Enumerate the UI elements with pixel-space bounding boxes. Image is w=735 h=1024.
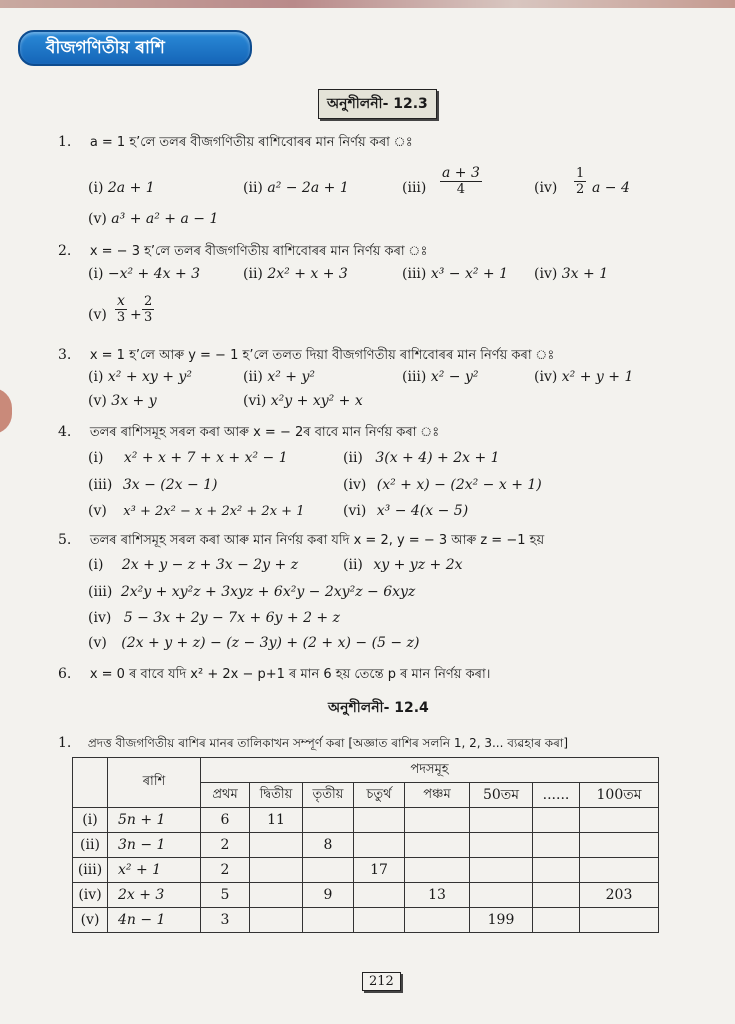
table-cell: 6 bbox=[201, 808, 250, 833]
q3-part-v bbox=[88, 393, 157, 409]
table-cell: 17 bbox=[354, 858, 405, 883]
q1-part-iii-label bbox=[402, 180, 426, 196]
part-label: (ii) bbox=[243, 266, 263, 282]
table-row bbox=[73, 858, 659, 883]
table-row bbox=[73, 908, 659, 933]
term-header: দ্বিতীয় bbox=[250, 783, 303, 808]
row-label: (iii) bbox=[73, 858, 108, 883]
question-1 bbox=[58, 133, 413, 154]
question-text: a = 1 হ’লে তলৰ বীজগণিতীয় ৰাশিবোৰৰ মান নিৰ্ণয় কৰা ঃ bbox=[89, 135, 413, 150]
expression: 2x²y + xy²z + 3xyz + 6x²y − 2xy²z − 6xyz bbox=[120, 584, 416, 600]
table-row bbox=[73, 808, 659, 833]
table-cell bbox=[354, 883, 405, 908]
table-cell bbox=[354, 908, 405, 933]
q2-part-iv bbox=[534, 266, 608, 282]
numerator: 1 bbox=[576, 166, 585, 181]
table-cell bbox=[354, 833, 405, 858]
expression: 3x + y bbox=[111, 393, 157, 409]
q2-part-v-label bbox=[88, 307, 107, 323]
row-expression: 3n − 1 bbox=[108, 833, 201, 858]
term-header: তৃতীয় bbox=[303, 783, 354, 808]
table-cell bbox=[580, 858, 659, 883]
table-cell bbox=[470, 883, 533, 908]
part-label: (iv) bbox=[88, 610, 112, 626]
part-label: (v) bbox=[88, 211, 107, 227]
table-cell bbox=[533, 858, 580, 883]
expression-column-header: ৰাশি bbox=[108, 758, 201, 808]
expression: 2x² + x + 3 bbox=[267, 266, 348, 282]
q1-part-iv-label bbox=[534, 180, 557, 196]
term-header: 50তম bbox=[470, 783, 533, 808]
expression: x³ − 4(x − 5) bbox=[376, 503, 469, 519]
part-label: (v) bbox=[88, 393, 107, 409]
question-number: 5. bbox=[58, 532, 72, 548]
q4-part-iii bbox=[88, 477, 218, 493]
table-cell bbox=[580, 908, 659, 933]
question-text: তলৰ ৰাশিসমূহ সৰল কৰা আৰু x = − 2ৰ বাবে মান নিৰ্ণয় কৰা ঃ bbox=[89, 425, 440, 440]
q4-part-ii bbox=[343, 450, 500, 466]
part-label: (iii) bbox=[88, 477, 113, 493]
question-text: প্ৰদত্ত বীজগণিতীয় ৰাশিৰ মানৰ তালিকাখন সম্পূৰ্ণ কৰা [অজ্ঞাত ৰাশিৰ সলনি 1, 2, 3... ব্যৱহাৰ কৰা] bbox=[87, 736, 569, 750]
question-number: 4. bbox=[58, 424, 72, 440]
q5-part-v bbox=[88, 635, 419, 651]
denominator: 4 bbox=[456, 182, 466, 197]
expression: a³ + a² + a − 1 bbox=[111, 211, 219, 227]
blank-corner-cell bbox=[73, 758, 108, 808]
table-cell: 13 bbox=[405, 883, 470, 908]
part-label: (iii) bbox=[402, 369, 427, 385]
part-label: (iii) bbox=[88, 584, 113, 600]
table-cell bbox=[405, 808, 470, 833]
q3-part-iv bbox=[534, 369, 633, 385]
part-label: (iv) bbox=[534, 369, 558, 385]
question-text: x = 1 হ’লে আৰু y = − 1 হ’লে তলত দিয়া বীজগণিতীয় ৰাশিবোৰৰ মান নিৰ্ণয় কৰা ঃ bbox=[89, 348, 555, 363]
part-label: (vi) bbox=[343, 503, 367, 519]
denominator: 3 bbox=[144, 310, 153, 325]
table-cell bbox=[250, 833, 303, 858]
chapter-title: বীজগণিতীয় ৰাশি bbox=[46, 38, 165, 58]
term-header: ...... bbox=[533, 783, 580, 808]
q3-part-iii bbox=[402, 369, 478, 385]
row-expression: x² + 1 bbox=[108, 858, 201, 883]
q1-part-ii bbox=[243, 180, 349, 196]
table-cell: 8 bbox=[303, 833, 354, 858]
q1-part-v bbox=[88, 211, 218, 227]
part-label: (i) bbox=[88, 180, 104, 196]
exercise-12-4-question-1 bbox=[58, 735, 568, 755]
q3-part-i bbox=[88, 369, 192, 385]
question-3 bbox=[58, 346, 554, 367]
q2-part-iii bbox=[402, 266, 508, 282]
expression: 3x − (2x − 1) bbox=[122, 477, 218, 493]
table-cell: 2 bbox=[201, 833, 250, 858]
table-cell bbox=[405, 858, 470, 883]
row-expression: 2x + 3 bbox=[108, 883, 201, 908]
question-text: তলৰ ৰাশিসমূহ সৰল কৰা আৰু মান নিৰ্ণয় কৰা যদি x = 2, y = − 3 আৰু z = −1 হয় bbox=[89, 533, 545, 548]
part-label: (ii) bbox=[243, 180, 263, 196]
q1-part-i bbox=[88, 180, 155, 196]
table-row bbox=[73, 883, 659, 908]
q5-part-i bbox=[88, 557, 298, 573]
exercise-12-3-heading: অনুশীলনী- 12.3 bbox=[318, 89, 437, 119]
table-cell bbox=[405, 908, 470, 933]
row-label: (v) bbox=[73, 908, 108, 933]
denominator: 3 bbox=[116, 310, 126, 325]
part-label: (iii) bbox=[402, 266, 427, 282]
table-cell bbox=[303, 908, 354, 933]
part-label: (iv) bbox=[343, 477, 367, 493]
table-cell bbox=[303, 808, 354, 833]
part-label: (ii) bbox=[343, 557, 363, 573]
table-cell bbox=[533, 808, 580, 833]
expression: 3x + 1 bbox=[561, 266, 609, 282]
q1-part-iv-fraction bbox=[574, 166, 586, 197]
expression: 2a + 1 bbox=[107, 180, 155, 196]
part-label: (v) bbox=[88, 307, 107, 323]
table-cell: 199 bbox=[470, 908, 533, 933]
question-4 bbox=[58, 423, 439, 444]
q4-part-vi bbox=[343, 503, 468, 519]
numerator: a + 3 bbox=[442, 165, 480, 181]
expression: (2x + y + z) − (z − 3y) + (2 + x) − (5 − z) bbox=[121, 635, 420, 651]
table-cell bbox=[250, 908, 303, 933]
expression: 3(x + 4) + 2x + 1 bbox=[375, 450, 500, 466]
row-label: (iv) bbox=[73, 883, 108, 908]
question-5 bbox=[58, 531, 544, 552]
table-cell bbox=[250, 858, 303, 883]
table-cell: 5 bbox=[201, 883, 250, 908]
q2-part-v-plus bbox=[130, 307, 142, 323]
q4-part-v bbox=[88, 503, 304, 519]
expression: x³ − x² + 1 bbox=[430, 266, 508, 282]
table-cell: 203 bbox=[580, 883, 659, 908]
table-cell: 3 bbox=[201, 908, 250, 933]
part-label: (ii) bbox=[343, 450, 363, 466]
expression: (x² + x) − (2x² − x + 1) bbox=[376, 477, 542, 493]
expression: 2x + y − z + 3x − 2y + z bbox=[121, 557, 299, 573]
table-cell bbox=[533, 908, 580, 933]
expression: −x² + 4x + 3 bbox=[107, 266, 201, 282]
numerator: x bbox=[117, 293, 125, 309]
table-cell bbox=[354, 808, 405, 833]
table-header-row bbox=[73, 758, 659, 783]
question-number: 1. bbox=[58, 735, 72, 751]
question-2 bbox=[58, 242, 427, 263]
operator: + bbox=[130, 307, 142, 323]
table-cell bbox=[580, 808, 659, 833]
q1-part-iii-fraction bbox=[440, 166, 482, 197]
table-cell bbox=[533, 833, 580, 858]
expression: x² + xy + y² bbox=[107, 369, 192, 385]
table-cell: 2 bbox=[201, 858, 250, 883]
q3-part-ii bbox=[243, 369, 315, 385]
part-label: (i) bbox=[88, 369, 104, 385]
table-row bbox=[73, 833, 659, 858]
page-number: 212 bbox=[362, 972, 401, 991]
expression: xy + yz + 2x bbox=[373, 557, 463, 573]
part-label: (i) bbox=[88, 450, 104, 466]
expression: x² + y² bbox=[267, 369, 316, 385]
question-text: x = 0 ৰ বাবে যদি x² + 2x − p+1 ৰ মান 6 হয় তেন্তে p ৰ মান নিৰ্ণয় কৰা। bbox=[89, 667, 491, 682]
part-label: (iv) bbox=[534, 266, 558, 282]
table-cell bbox=[250, 883, 303, 908]
denominator: 2 bbox=[576, 182, 585, 197]
table-cell bbox=[580, 833, 659, 858]
row-label: (i) bbox=[73, 808, 108, 833]
part-label: (iii) bbox=[402, 180, 427, 196]
table-cell: 11 bbox=[250, 808, 303, 833]
row-expression: 4n − 1 bbox=[108, 908, 201, 933]
expression: 5 − 3x + 2y − 7x + 6y + 2 + z bbox=[123, 610, 340, 626]
exercise-12-4-heading: অনুশীলনী- 12.4 bbox=[328, 700, 429, 716]
expression: x² + y + 1 bbox=[561, 369, 634, 385]
expression: x² + x + 7 + x + x² − 1 bbox=[123, 450, 288, 466]
q5-part-iv bbox=[88, 610, 340, 626]
part-label: (v) bbox=[88, 635, 107, 651]
terms-column-header: পদসমূহ bbox=[201, 758, 659, 783]
question-number: 1. bbox=[58, 134, 72, 150]
table-cell bbox=[470, 808, 533, 833]
question-number: 2. bbox=[58, 243, 72, 259]
numerator: 2 bbox=[144, 294, 153, 309]
table-cell bbox=[533, 883, 580, 908]
term-header: চতুৰ্থ bbox=[354, 783, 405, 808]
part-label: (i) bbox=[88, 557, 104, 573]
expression: x³ + 2x² − x + 2x² + 2x + 1 bbox=[123, 504, 305, 519]
part-label: (ii) bbox=[243, 369, 263, 385]
part-label: (vi) bbox=[243, 393, 267, 409]
question-text: x = − 3 হ’লে তলৰ বীজগণিতীয় ৰাশিবোৰৰ মান নিৰ্ণয় কৰা ঃ bbox=[89, 244, 428, 259]
term-header: প্ৰথম bbox=[201, 783, 250, 808]
terms-table bbox=[72, 757, 659, 933]
table-cell bbox=[470, 833, 533, 858]
q1-part-iv-rest bbox=[592, 180, 630, 196]
part-label: (v) bbox=[88, 503, 107, 519]
question-6 bbox=[58, 665, 490, 686]
q3-part-vi bbox=[243, 393, 363, 409]
table-cell: 9 bbox=[303, 883, 354, 908]
expression: a² − 2a + 1 bbox=[267, 180, 349, 196]
table-cell bbox=[470, 858, 533, 883]
term-header: পঞ্চম bbox=[405, 783, 470, 808]
expression: x²y + xy² + x bbox=[270, 393, 363, 409]
table-cell bbox=[405, 833, 470, 858]
question-number: 6. bbox=[58, 666, 72, 682]
row-label: (ii) bbox=[73, 833, 108, 858]
q2-part-i bbox=[88, 266, 200, 282]
q2-part-ii bbox=[243, 266, 348, 282]
q2-part-v-fraction-1 bbox=[115, 294, 127, 325]
part-label: (i) bbox=[88, 266, 104, 282]
q2-part-v-fraction-2 bbox=[142, 294, 154, 325]
row-expression: 5n + 1 bbox=[108, 808, 201, 833]
term-header: 100তম bbox=[580, 783, 659, 808]
expression: a − 4 bbox=[592, 180, 630, 196]
part-label: (iv) bbox=[534, 180, 558, 196]
q4-part-iv bbox=[343, 477, 542, 493]
expression: x² − y² bbox=[430, 369, 479, 385]
q4-part-i bbox=[88, 450, 288, 466]
q5-part-iii bbox=[88, 584, 415, 600]
table-cell bbox=[303, 858, 354, 883]
question-number: 3. bbox=[58, 347, 72, 363]
q5-part-ii bbox=[343, 557, 463, 573]
